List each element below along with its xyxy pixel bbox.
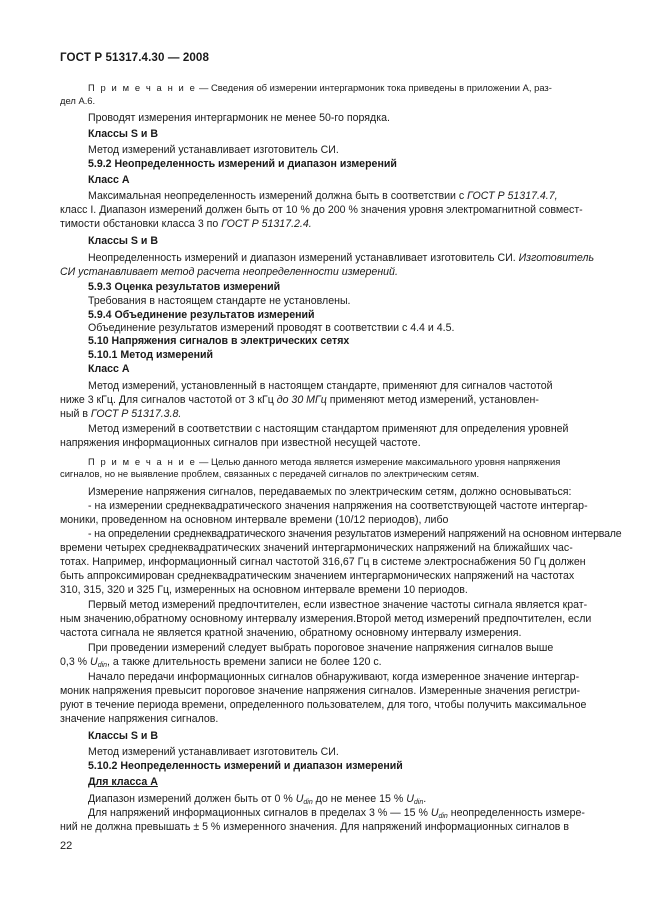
paragraph-uncertainty-line-3	[60, 218, 312, 232]
paragraph-transmission-line-2: моник напряжения превысит пороговое значение напряжения сигналов. Измеренные значения регистри-	[60, 685, 581, 697]
text: Неопределенность измерений и диапазон измерений устанавливает изготовитель СИ.	[88, 252, 519, 264]
paragraph-threshold-line-1: При проведении измерений следует выбрать пороговое значение напряжения сигналов выше	[88, 642, 554, 654]
italic-text: Изготовитель	[518, 252, 595, 264]
paragraph-method-1: Метод измерений устанавливает изготовитель СИ.	[88, 144, 339, 156]
paragraph-preferred-method-line-3: частота сигнала не является кратной значению, обратному основному интервалу измерения.	[60, 627, 522, 639]
text: тимости обстановки класса 3 по	[60, 218, 222, 230]
heading-5-10-1: 5.10.1 Метод измерений	[88, 349, 214, 361]
paragraph-threshold-line-2	[60, 656, 382, 670]
subscript: din	[303, 799, 313, 806]
heading-classes-s-b-3: Классы S и В	[88, 730, 158, 742]
heading-classes-s-b-1: Классы S и В	[88, 128, 158, 140]
note-2-label: П р и м е ч а н и е	[88, 456, 197, 467]
paragraph-preferred-method-line-1: Первый метод измерений предпочтителен, если известное значение частоты сигнала является крат-	[88, 599, 588, 611]
text: Диапазон измерений должен быть от 0 %	[88, 793, 296, 805]
note-2-line-2: сигналов, но не выявление проблем, связанных с передачей сигналов по электрическим сетям.	[60, 468, 480, 479]
paragraph-transmission-line-4: значение напряжения сигналов.	[60, 713, 219, 725]
heading-class-a-3: Для класса А	[88, 776, 158, 788]
paragraph-signal-basis: Измерение напряжения сигналов, передаваемых по электрическим сетям, должно основываться:	[88, 486, 572, 498]
subscript: din	[97, 662, 108, 669]
variable-u: U	[406, 793, 414, 805]
list-item-2-line-3: тотах. Например, информационный сигнал частотой 316,67 Гц в системе электроснабжения 50 Гц должен	[60, 556, 586, 568]
paragraph-aggregation: Объединение результатов измерений проводят в соответствии с 4.4 и 4.5.	[88, 322, 455, 334]
note-2-text: — Целью данного метода является измерение максимального уровня напряжения	[196, 456, 561, 467]
text: ниже 3 кГц. Для сигналов частотой от 3 кГц	[60, 394, 277, 406]
list-item-1-line-1: - на измерении среднеквадратического значения напряжения на соответствующей частоте интергар-	[88, 500, 588, 512]
variable-u: U	[430, 807, 439, 819]
standard-reference: ГОСТ Р 51317.4.7,	[467, 190, 558, 202]
text: , а также длительность времени записи не более 120 с.	[107, 656, 382, 668]
paragraph-uncertainty-sb-line-2	[60, 266, 398, 280]
heading-5-9-2: 5.9.2 Неопределенность измерений и диапазон измерений	[88, 158, 397, 170]
paragraph-no-requirements: Требования в настоящем стандарте не установлены.	[88, 295, 351, 307]
heading-classes-s-b-2: Классы S и В	[88, 235, 158, 247]
page-number: 22	[60, 840, 73, 852]
list-item-1-line-2: моники, проведенном на основном интервале времени (10/12 периодов), либо	[60, 514, 449, 526]
variable-u: U	[90, 656, 98, 668]
text: .	[423, 793, 427, 805]
subscript: din	[438, 813, 448, 820]
list-item-2-line-4: быть аппроксимирован среднеквадратическим значением интергармонических напряжений на частотах	[60, 570, 575, 582]
text: применяют метод измерений, установлен-	[326, 394, 539, 406]
text: до не менее 15 %	[312, 793, 407, 805]
text: ный в	[60, 408, 91, 420]
note-1-text: — Сведения об измерении интергармоник тока приведены в приложении А, раз-	[196, 82, 552, 93]
paragraph-preferred-method-line-2: ным значению,обратному основному интервалу измерения.Второй метод измерений предпочтителен, если	[60, 613, 592, 625]
paragraph-method-a-line-2	[60, 394, 539, 408]
list-item-2-line-1: - на определении среднеквадратического значения результатов измерений напряжений на основном интервале	[88, 528, 622, 540]
paragraph-method-a-line-3	[60, 408, 181, 422]
text: неопределенность измере-	[447, 807, 585, 819]
standard-reference: ГОСТ Р 51317.2.4.	[221, 218, 312, 230]
list-item-2-line-5: 310, 315, 320 и 325 Гц, измеренных на основном интервале времени 10 периодов.	[60, 584, 468, 596]
document-header: ГОСТ Р 51317.4.30 — 2008	[60, 51, 210, 64]
paragraph-signal-uncertainty-line-1	[88, 807, 585, 821]
heading-5-10: 5.10 Напряжения сигналов в электрических сетях	[88, 335, 350, 347]
paragraph-transmission-line-1: Начало передачи информационных сигналов обнаруживают, когда измеренное значение интергар-	[88, 671, 580, 683]
paragraph-signal-uncertainty-line-2: ний не должна превышать ± 5 % измеренного значения. Для напряжений информационных сигналов в	[60, 821, 569, 833]
paragraph-method-apply-line-1: Метод измерений в соответствии с настоящим стандартом применяют для определения уровней	[88, 423, 569, 435]
note-1-line-1	[88, 81, 552, 95]
paragraph-transmission-line-3: руют в течение периода времени, определенного пользователем, для того, чтобы получить максимальное	[60, 699, 587, 711]
paragraph-uncertainty-sb-line-1	[88, 252, 594, 266]
note-1-line-2: дел А.6.	[60, 95, 96, 106]
heading-5-9-3: 5.9.3 Оценка результатов измерений	[88, 281, 281, 293]
paragraph-uncertainty-line-2: класс I. Диапазон измерений должен быть от 10 % до 200 % значения уровня электромагнитной совмест-	[60, 204, 583, 216]
paragraph-method-2: Метод измерений устанавливает изготовитель СИ.	[88, 746, 339, 758]
italic-text: СИ устанавливает метод расчета неопределенности измерений.	[60, 266, 398, 278]
heading-5-10-2: 5.10.2 Неопределенность измерений и диапазон измерений	[88, 760, 403, 772]
paragraph-uncertainty-line-1	[88, 190, 558, 204]
heading-class-a-1: Класс А	[88, 174, 130, 186]
standard-reference: ГОСТ Р 51317.3.8.	[90, 408, 182, 420]
note-1-label: П р и м е ч а н и е	[88, 82, 197, 93]
paragraph-range	[88, 793, 426, 807]
text: Максимальная неопределенность измерений должна быть в соответствии с	[88, 190, 468, 202]
heading-class-a-2: Класс А	[88, 363, 130, 375]
text: 0,3 %	[60, 656, 91, 668]
paragraph-method-apply-line-2: напряжения информационных сигналов при известной несущей частоте.	[60, 437, 421, 449]
heading-5-9-4: 5.9.4 Объединение результатов измерений	[88, 309, 315, 321]
variable-u: U	[295, 793, 304, 805]
subscript: din	[413, 799, 424, 806]
text: Для напряжений информационных сигналов в пределах 3 % — 15 %	[88, 807, 431, 819]
paragraph-interharmonics-order: Проводят измерения интергармоник не менее 50-го порядка.	[88, 112, 390, 124]
paragraph-method-a-line-1: Метод измерений, установленный в настоящем стандарте, применяют для сигналов частотой	[88, 380, 553, 392]
italic-text: до 30 МГц	[276, 394, 327, 406]
list-item-2-line-2: времени четырех среднеквадратических значений интергармонических напряжений на ближайших час-	[60, 542, 573, 554]
